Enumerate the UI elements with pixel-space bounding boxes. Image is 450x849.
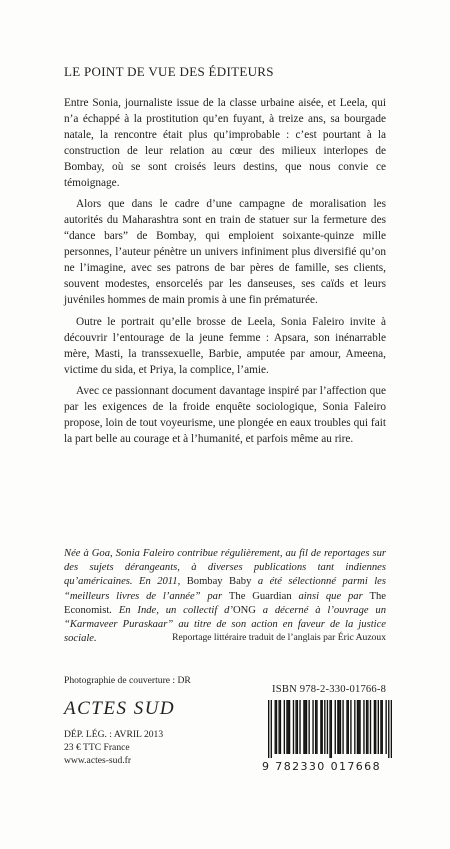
bio-book-title: Bombay Baby — [186, 576, 252, 588]
blurb-paragraph-2: Alors que dans le cadre d’une campagne de moralisation les autorités du Maharashtra sont en train de statuer sur la fermeture des “dance bars” de Bombay, qui emploient soixante-quinze mille personnes, l’auteur pénètre un univers infiniment plus diversifié qu’on ne l’imagine, avec ses patrons de bar pères de famille, ses clients, souvent modestes, ensorcelés par les danseuses, ses caïds et leurs juvéniles hommes de main promis à une fin prématurée. — [64, 198, 386, 306]
legal-deposit: DÉP. LÉG. : AVRIL 2013 — [64, 729, 164, 740]
bio-economist: The Economist — [64, 590, 386, 616]
barcode — [268, 700, 392, 758]
bio-text: . En Inde, un collectif d’ — [109, 604, 233, 616]
blurb — [64, 96, 386, 454]
website: www.actes-sud.fr — [64, 755, 132, 766]
bio-ong: ONG — [232, 604, 256, 616]
price: 23 € TTC France — [64, 742, 130, 753]
barcode-digits: 9 782330 017668 — [262, 760, 381, 773]
blurb-paragraph-4: Avec ce passionnant document davantage inspiré par l’affection que par les exigences de la froide enquête sociologique, Sonia Faleiro propose, loin de tout voyeurisme, une plongée en eaux troubles qui fait la part belle au courage et à l’humanité, et parfois même au rire. — [64, 385, 386, 446]
translation-credit: Reportage littéraire traduit de l’anglais par Éric Auzoux — [172, 632, 386, 643]
isbn: ISBN 978-2-330-01766-8 — [272, 684, 387, 695]
bio-text: a été sélectionné parmi les “meilleurs livres de l’année” par — [64, 576, 386, 602]
photo-credit: Photographie de couverture : DR — [64, 675, 191, 686]
blurb-paragraph-1: Entre Sonia, journaliste issue de la classe urbaine aisée, et Leela, qui n’a échappé à la prostitution qu’en fuyant, à treize ans, sa bourgade natale, la rencontre était plus qu’improbable : c’est pourtant à la construction de leur relation au cœur des milieux interlopes de Bombay, où se sont croisés leurs destins, que nous convie ce témoignage. — [64, 97, 386, 189]
bio-text: Née à Goa, Sonia Faleiro contribue régulièrement, au fil de reportages sur des sujets dérangeants, à diverses publications tant indiennes qu’américaines. En 2011, — [64, 548, 386, 588]
bio-guardian: The Guardian — [228, 590, 292, 602]
bio-text: a décerné à l’ouvrage un “Karmaveer Puraskaar” au titre de son action en faveur de la justice sociale. — [64, 604, 386, 645]
blurb-paragraph-3: Outre le portrait qu’elle brosse de Leela, Sonia Faleiro invite à découvrir l’entourage de la jeune femme : Apsara, son inénarrable mère, Masti, la transsexuelle, Barbie, amputée par amour, Ameena, victime du sida, et Priya, la complice, l’amie. — [64, 315, 386, 376]
section-heading: LE POINT DE VUE DES ÉDITEURS — [64, 64, 274, 79]
legal-info — [64, 728, 163, 767]
publisher-logo: ACTES SUD — [64, 698, 176, 719]
bio-text: ainsi que par — [291, 590, 370, 602]
